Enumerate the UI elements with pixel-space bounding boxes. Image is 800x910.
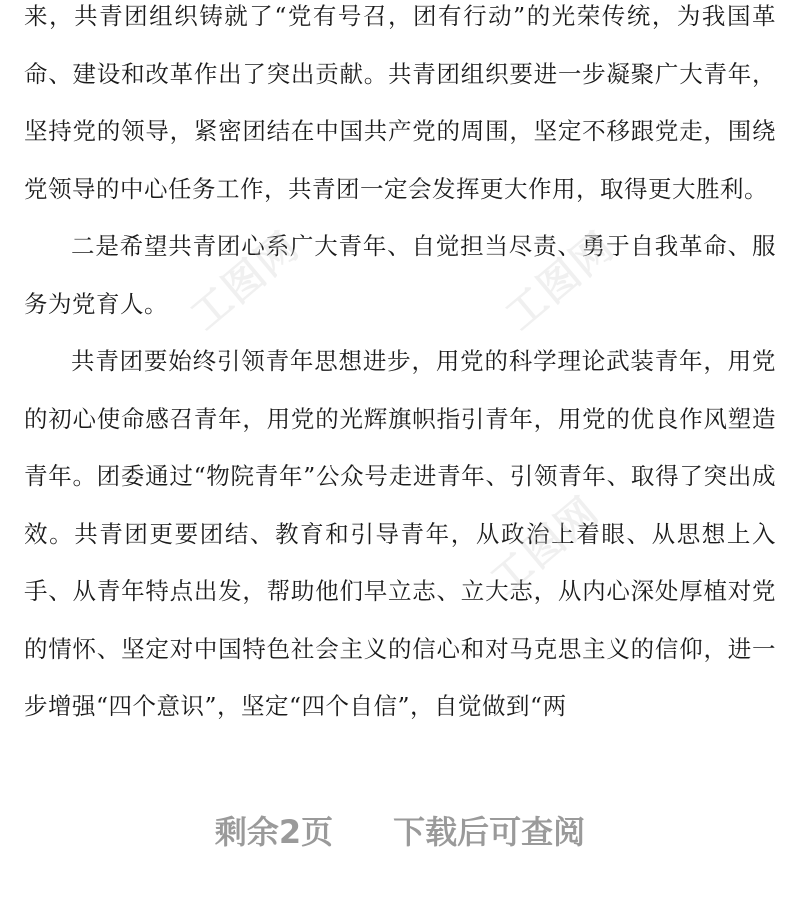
watermark-logo: 工图网 [482,488,609,605]
paragraph-3: 共青团要始终引领青年思想进步，用党的科学理论武装青年，用党的初心使命感召青年，用党的光辉旗帜指引青年，用党的优良作风塑造青年。团委通过“物院青年”公众号走进青年、引领青年、取得了突出成效。共青团更要团结、教育和引导青年，从政治上着眼、从思想上入手、从青年特点出发，帮助他们早立志、立大志，从内心深处厚植对党的情怀、坚定对中国特色社会主义的信心和对马克思主义的信仰，进一步增强“四个意识”，坚定“四个自信”，自觉做到“两 [24,347,776,720]
watermark-logo: 工图网 [497,223,624,340]
watermark-logo: 工图网 [182,223,309,340]
remaining-pages-label: 剩余2页 [214,813,334,851]
paragraph-1: 来，共青团组织铸就了“党有号召，团有行动”的光荣传统，为我国革命、建设和改革作出了突出贡献。共青团组织要进一步凝聚广大青年，坚持党的领导，紧密团结在中国共产党的周围，坚定不移跟党走，围绕党领导的中心任务工作，共青团一定会发挥更大作用，取得更大胜利。 [24,2,776,203]
document-body [24,0,776,736]
download-footer[interactable] [0,800,800,860]
paragraph-2: 二是希望共青团心系广大青年、自觉担当尽责、勇于自我革命、服务为党育人。 [24,232,776,318]
download-to-view-link[interactable]: 下载后可查阅 [393,813,586,851]
